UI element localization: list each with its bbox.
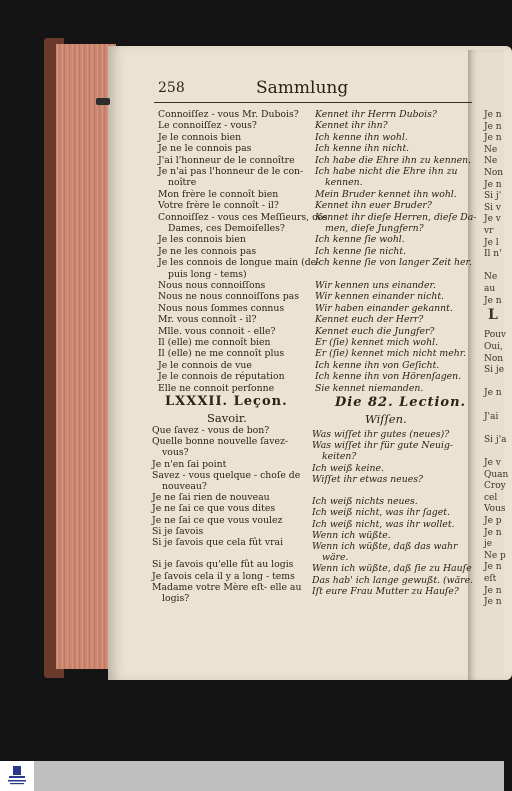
french-lines2-line: Je n'en ſai point [152,458,227,470]
french-lines2-line: vous? [162,447,189,459]
french-lines-line: noître [168,177,197,189]
german-lines-line: Wir kennen uns einander. [315,280,436,291]
german-lines-line: Ich kenne ihn von Hörenſagen. [315,371,462,383]
german-lines2-line: Wiſſet ihr etwas neues? [312,473,423,485]
german-lines-line: Ich kenne ihn wohl. [315,131,408,143]
page-edges [56,44,116,669]
german-lines-line: Wir kennen einander nicht. [315,291,445,303]
right-page-fragment: Oui, [484,342,503,352]
lesson-title-fr: LXXXII. Leçon. [165,394,288,409]
right-page-fragment: cel [484,492,498,503]
right-page-fragment: Croy [484,481,506,492]
right-page-fragment: Je n [484,179,502,190]
french-lines-line: Je les connois bien [158,234,246,246]
german-lines-line: Ich kenne ihn nicht. [315,143,410,155]
right-page-fragment: J'ai [484,411,499,422]
german-lines-line: kennen. [325,177,363,189]
german-lines-line: Kennet euch der Herr? [315,314,424,326]
right-page-fragment: Vous [484,504,506,515]
german-lines-line: Wir haben einander gekannt. [315,302,453,314]
french-lines2-line: Que ſavez - vous de bon? [152,425,270,436]
german-lines2-line: Was wiſſet ihr gutes (neues)? [312,429,450,440]
german-lines2-line: Wenn ich wüßte, daß ſie zu Hauſe [312,563,472,575]
german-lines-line: men, dieſe Jungfern? [325,223,424,234]
german-lines-line: Kennet ihr dieſe Herren, dieſe Da- [315,211,477,223]
right-page-fragment: Je l [484,237,499,248]
french-lines2-line: nouveau? [162,481,207,492]
german-lines-line: Mein Bruder kennet ihn wohl. [315,188,457,200]
french-lines-line: Je ne le connois pas [158,143,252,155]
footer-bar [34,761,504,791]
french-lines2-line: Si je ſavois que cela fût vrai [152,537,284,548]
french-lines2-line: Madame votre Mère eſt- elle au [152,581,302,593]
lesson-subtitle-fr: Savoir. [207,411,247,425]
right-page-fragment: Je n [484,562,502,573]
german-lines2-line: Wenn ich wüßte. [312,529,391,541]
german-lines2-line: Ich weiß nicht, was ihr ſaget. [312,507,450,519]
german-lines-line: Ich kenne ſie nicht. [315,245,407,257]
right-page-fragment: je [484,539,493,550]
french-lines2-line: Je ne ſai ce que vous voulez [152,514,283,526]
right-page-fragment: Je n [484,388,502,399]
right-page-fragment: Je n [484,527,502,538]
german-lines-line: Er (ſie) kennet mich nicht mehr. [315,348,467,360]
viewer-footer [0,761,504,791]
french-lines-line: puis long - tems) [168,268,247,280]
german-lines-line: Kennet ihr Herrn Dubois? [315,109,437,120]
french-lines-line: Votre frère le connoît - il? [158,200,279,212]
german-lines-line: Ich kenne ihn von Geſicht. [315,359,440,371]
lesson-title-de: Die 82. Lection. [335,395,467,410]
french-lines2-line: logis? [162,593,190,604]
right-page-fragment: Ne [484,156,498,167]
french-lines-line: Je le connois de vue [158,359,252,371]
french-lines-line: Nous ne nous connoiſſons pas [158,291,299,303]
french-lines2-line: Je ne ſai rien de nouveau [152,492,270,504]
german-lines-line: Sie kennet niemanden. [315,382,424,394]
right-page-fragment: Non [484,168,504,178]
right-page-fragment: Je v [484,458,501,468]
german-lines2-line: Wenn ich wüßte, daß das wahr [312,541,458,552]
right-page-fragment: Ne p [484,550,506,561]
french-lines-line: Connoiſſez - vous ces Meſſieurs, ces [158,211,328,223]
german-lines-line: Kennet ihn euer Bruder? [315,200,432,212]
right-page-fragment: Pouv [484,330,506,341]
right-page-fragment: Quan [484,469,509,480]
right-page-fragment: Si v [484,202,501,213]
right-page-fragment: Je n [484,121,502,132]
german-lines2-line: keiten? [322,451,357,463]
french-lines-line: Je les connois de longue main (de- [158,257,320,269]
right-page-fragment: Je n [484,110,502,120]
german-lines2-line: Was wiſſet ihr für gute Neuig- [312,440,454,452]
right-page-fragment: Je n [484,133,502,144]
french-lines-line: Nous nous connoiſſons [158,280,266,291]
running-title: Sammlung [256,78,349,98]
right-page-fragment: Je n [484,585,502,596]
french-lines2-line: Si je ſavois qu'elle fût au logis [152,559,294,571]
german-lines2-line: Das hab' ich lange gewußt. (wäre. [312,574,474,586]
german-lines-line: Ich habe nicht die Ehre ihn zu [315,166,458,177]
french-lines-line: Je le connois bien [158,131,242,143]
german-lines2-line: Ich weiß nichts neues. [312,496,418,508]
right-page-fragment: Ne [484,144,498,155]
french-lines-line: Mr. vous connoît - il? [158,314,257,326]
french-lines-line: Le connoiſſez - vous? [158,120,257,132]
lesson-subtitle-de: Wiſſen. [365,412,407,426]
german-lines2-line: wäre. [322,552,349,564]
right-page-fragment: Je n [484,597,502,608]
right-page-fragment: vr [484,226,494,236]
german-lines2-line: Ich weiß nicht, was ihr wollet. [312,518,455,530]
french-lines-line: Il (elle) me connoît bien [158,337,271,348]
ribbon-mark [96,98,110,105]
french-lines2-line: Je ne ſai ce que vous dites [152,503,276,515]
french-lines-line: Elle ne connoit perſonne [158,382,275,394]
right-page-fragment: Si je [484,365,505,376]
german-lines-line: Ich kenne ſie wohl. [315,234,405,246]
german-lines-line: Er (ſie) kennet mich wohl. [315,337,439,348]
library-logo-icon[interactable] [4,764,30,788]
right-page-fragment: Je v [484,214,501,225]
right-page-fragment: Non [484,353,504,364]
right-page-fragment: L [488,307,498,324]
french-lines-line: J'ai l'honneur de le connoître [158,154,295,166]
french-lines-line: Mlle. vous connoit - elle? [158,325,276,337]
right-page-fragment: Je p [484,516,502,526]
right-page-fragment: Je n [484,295,502,306]
french-lines-line: Nous nous ſommes connus [158,302,285,314]
right-page-fragment: Si j' [484,191,502,202]
french-lines-line: Mon frère le connoît bien [158,188,279,200]
french-lines2-line: Je ſavois cela il y a long - tems [152,570,295,582]
page-header [116,80,496,100]
french-lines-line: Je le connois de réputation [158,371,285,383]
french-lines-line: Connoiſſez - vous Mr. Dubois? [158,109,299,120]
german-lines2-line: Ich weiß keine. [312,462,384,474]
right-page-fragment: eſt [484,574,497,584]
german-lines-line: Ich habe die Ehre ihn zu kennen. [315,154,472,166]
french-lines2-line: Si je ſavois [152,525,204,537]
french-lines-line: Je ne les connois pas [158,245,257,257]
french-lines2-line: Quelle bonne nouvelle ſavez- [152,436,289,448]
french-lines2-line: Savez - vous quelque - choſe de [152,469,301,481]
french-lines-line: Il (elle) ne me connoît plus [158,348,285,360]
right-page-fragment: Il n' [484,249,502,260]
right-page-fragment: au [484,284,496,294]
header-rule [154,102,472,103]
german-lines-line: Kennet ihr ihn? [315,120,388,132]
right-page-fragment: Ne [484,272,498,283]
page-number: 258 [158,80,185,96]
french-lines-line: Je n'ai pas l'honneur de le con- [158,166,304,177]
german-lines-line: Kennet euch die Jungfer? [315,325,435,337]
german-lines-line: Ich kenne ſie von langer Zeit her. [315,257,472,269]
german-lines2-line: Iſt eure Frau Mutter zu Hauſe? [312,585,459,597]
right-page-fragment: Si j'a [484,434,507,445]
french-lines-line: Dames, ces Demoiſelles? [168,223,285,234]
